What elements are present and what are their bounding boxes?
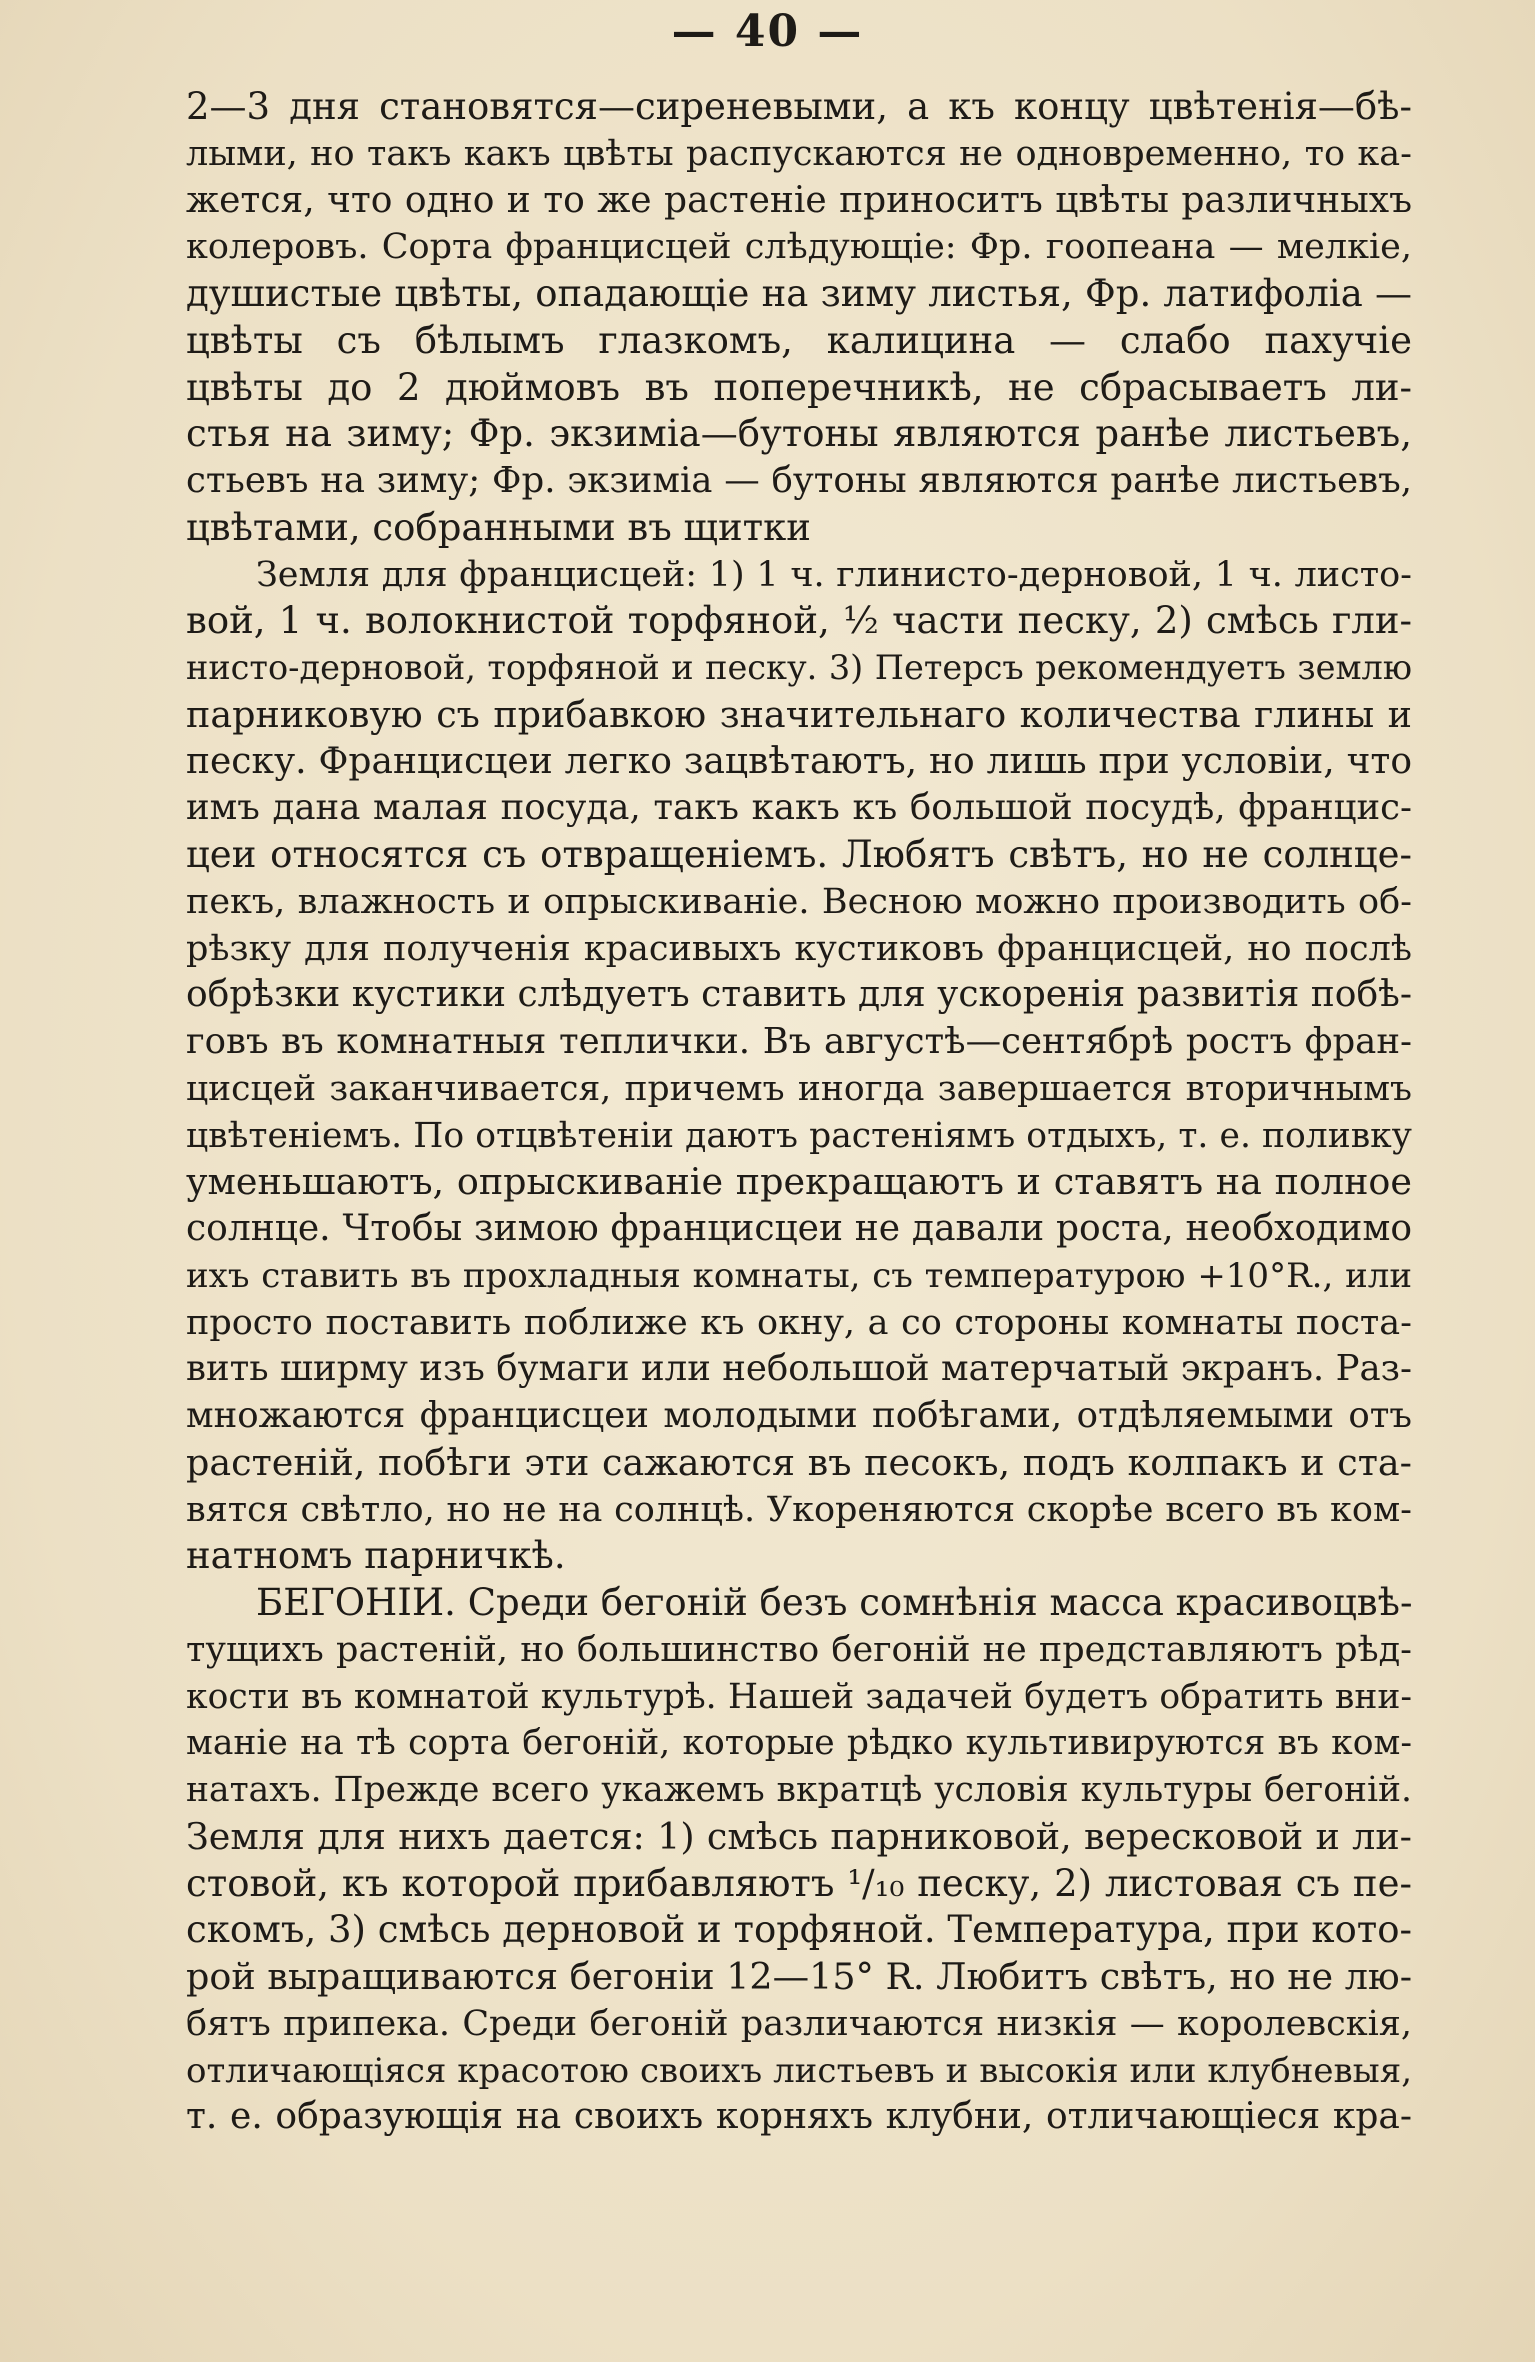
text-line: пекъ, влажность и опрыскиваніе. Весною можно производить об- xyxy=(186,881,1412,922)
text-line: растеній, побѣги эти сажаются въ песокъ, подъ колпакъ и ста- xyxy=(186,1440,1412,1484)
text-line: уменьшаютъ, опрыскиваніе прекращаютъ и ставятъ на полное xyxy=(186,1160,1412,1204)
text-line: вой, 1 ч. волокнистой торфяной, ½ части песку, 2) смѣсь гли- xyxy=(186,599,1412,643)
text-line: парниковую съ прибавкою значительнаго количества глины и xyxy=(186,692,1412,736)
text-line: стьевъ на зиму; Фр. экзиміа — бутоны являются ранѣе листьевъ, xyxy=(186,460,1412,501)
text-line: цвѣты съ бѣлымъ глазкомъ, калицина — слабо пахучіе xyxy=(186,318,1412,362)
text-line: вятся свѣтло, но не на солнцѣ. Укореняются скорѣе всего въ ком- xyxy=(186,1489,1412,1530)
text-line: Земля для нихъ дается: 1) смѣсь парниковой, вересковой и ли- xyxy=(186,1814,1412,1858)
text-line: говъ въ комнатныя теплички. Въ августѣ—сентябрѣ ростъ фран- xyxy=(186,1021,1412,1062)
text-line: просто поставить поближе къ окну, а со стороны комнаты поста- xyxy=(186,1302,1412,1343)
text-line: скомъ, 3) смѣсь дерновой и торфяной. Температура, при кото- xyxy=(186,1908,1412,1952)
page-number: — 40 — xyxy=(671,6,864,57)
text-line: тущихъ растеній, но большинство бегоній не представляютъ рѣд- xyxy=(186,1629,1412,1670)
text-line: натномъ парничкѣ. xyxy=(186,1534,566,1578)
section-begonia-first-line: БЕГОНІИ. Среди бегоній безъ сомнѣнія масса красивоцвѣ- xyxy=(256,1581,1412,1624)
text-line: кости въ комнатой культурѣ. Нашей задачей будетъ обратить вни- xyxy=(186,1676,1412,1717)
text-line: колеровъ. Сорта францисцей слѣдующіе: Фр. гоопеана — мелкіе, xyxy=(186,227,1412,268)
text-line: стья на зиму; Фр. экзиміа—бутоны являются ранѣе листьевъ, xyxy=(186,412,1412,456)
text-line: отличающіяся красотою своихъ листьевъ и высокія или клубневыя, xyxy=(186,2050,1412,2091)
text-line: 2—3 дня становятся—сиреневыми, а къ концу цвѣтенія—бѣ- xyxy=(186,85,1412,128)
text-line: цвѣты до 2 дюймовъ въ поперечникѣ, не сбрасываетъ ли- xyxy=(186,365,1412,409)
text-line: цисцей заканчивается, причемъ иногда завершается вторичнымъ xyxy=(186,1068,1412,1109)
text-line: множаются францисцеи молодыми побѣгами, отдѣляемыми отъ xyxy=(186,1395,1412,1436)
text-line: натахъ. Прежде всего укажемъ вкратцѣ условія культуры бегоній. xyxy=(186,1770,1412,1810)
text-line: обрѣзки кустики слѣдуетъ ставить для ускоренія развитія побѣ- xyxy=(186,974,1412,1016)
text-line: песку. Францисцеи легко зацвѣтаютъ, но лишь при условіи, что xyxy=(186,740,1412,782)
text-line: лыми, но такъ какъ цвѣты распускаются не одновременно, то ка- xyxy=(186,133,1412,174)
text-line: нисто-дерновой, торфяной и песку. 3) Петерсъ рекомендуетъ землю xyxy=(186,648,1412,687)
text-line: цвѣтами, собранными въ щитки xyxy=(186,505,811,549)
text-line: маніе на тѣ сорта бегоній, которые рѣдко культивируются въ ком- xyxy=(186,1723,1412,1764)
text-line: цеи относятся съ отвращеніемъ. Любятъ свѣтъ, но не солнце- xyxy=(186,833,1412,876)
text-line: вить ширму изъ бумаги или небольшой матерчатый экранъ. Раз- xyxy=(186,1348,1412,1390)
text-line: цвѣтеніемъ. По отцвѣтеніи даютъ растеніямъ отдыхъ, т. е. поливку xyxy=(186,1115,1412,1156)
text-line: т. е. образующія на своихъ корняхъ клубни, отличающіеся кра- xyxy=(186,2096,1412,2138)
text-line: душистые цвѣты, опадающіе на зиму листья, Фр. латифоліа — xyxy=(186,272,1412,315)
text-line: ихъ ставить въ прохладныя комнаты, съ температурою +10°R., или xyxy=(186,1255,1412,1296)
body-text xyxy=(186,84,1412,2141)
text-line: рой выращиваются бегоніи 12—15° R. Любитъ свѣтъ, но не лю- xyxy=(186,1955,1412,1998)
text-line: имъ дана малая посуда, такъ какъ къ большой посудѣ, францис- xyxy=(186,787,1412,829)
text-line: рѣзку для полученія красивыхъ кустиковъ францисцей, но послѣ xyxy=(186,928,1412,969)
text-line: бятъ припека. Среди бегоній различаются низкія — королевскія, xyxy=(186,2003,1412,2044)
text-line: стовой, къ которой прибавляютъ ¹/₁₀ песку, 2) листовая съ пе- xyxy=(186,1861,1412,1905)
text-line: солнце. Чтобы зимою францисцеи не давали роста, необходимо xyxy=(186,1208,1412,1249)
paragraph-first-line: Земля для францисцей: 1) 1 ч. глинисто-дерновой, 1 ч. листо- xyxy=(256,554,1412,595)
text-line: жется, что одно и то же растеніе приноситъ цвѣты различныхъ xyxy=(186,179,1412,221)
